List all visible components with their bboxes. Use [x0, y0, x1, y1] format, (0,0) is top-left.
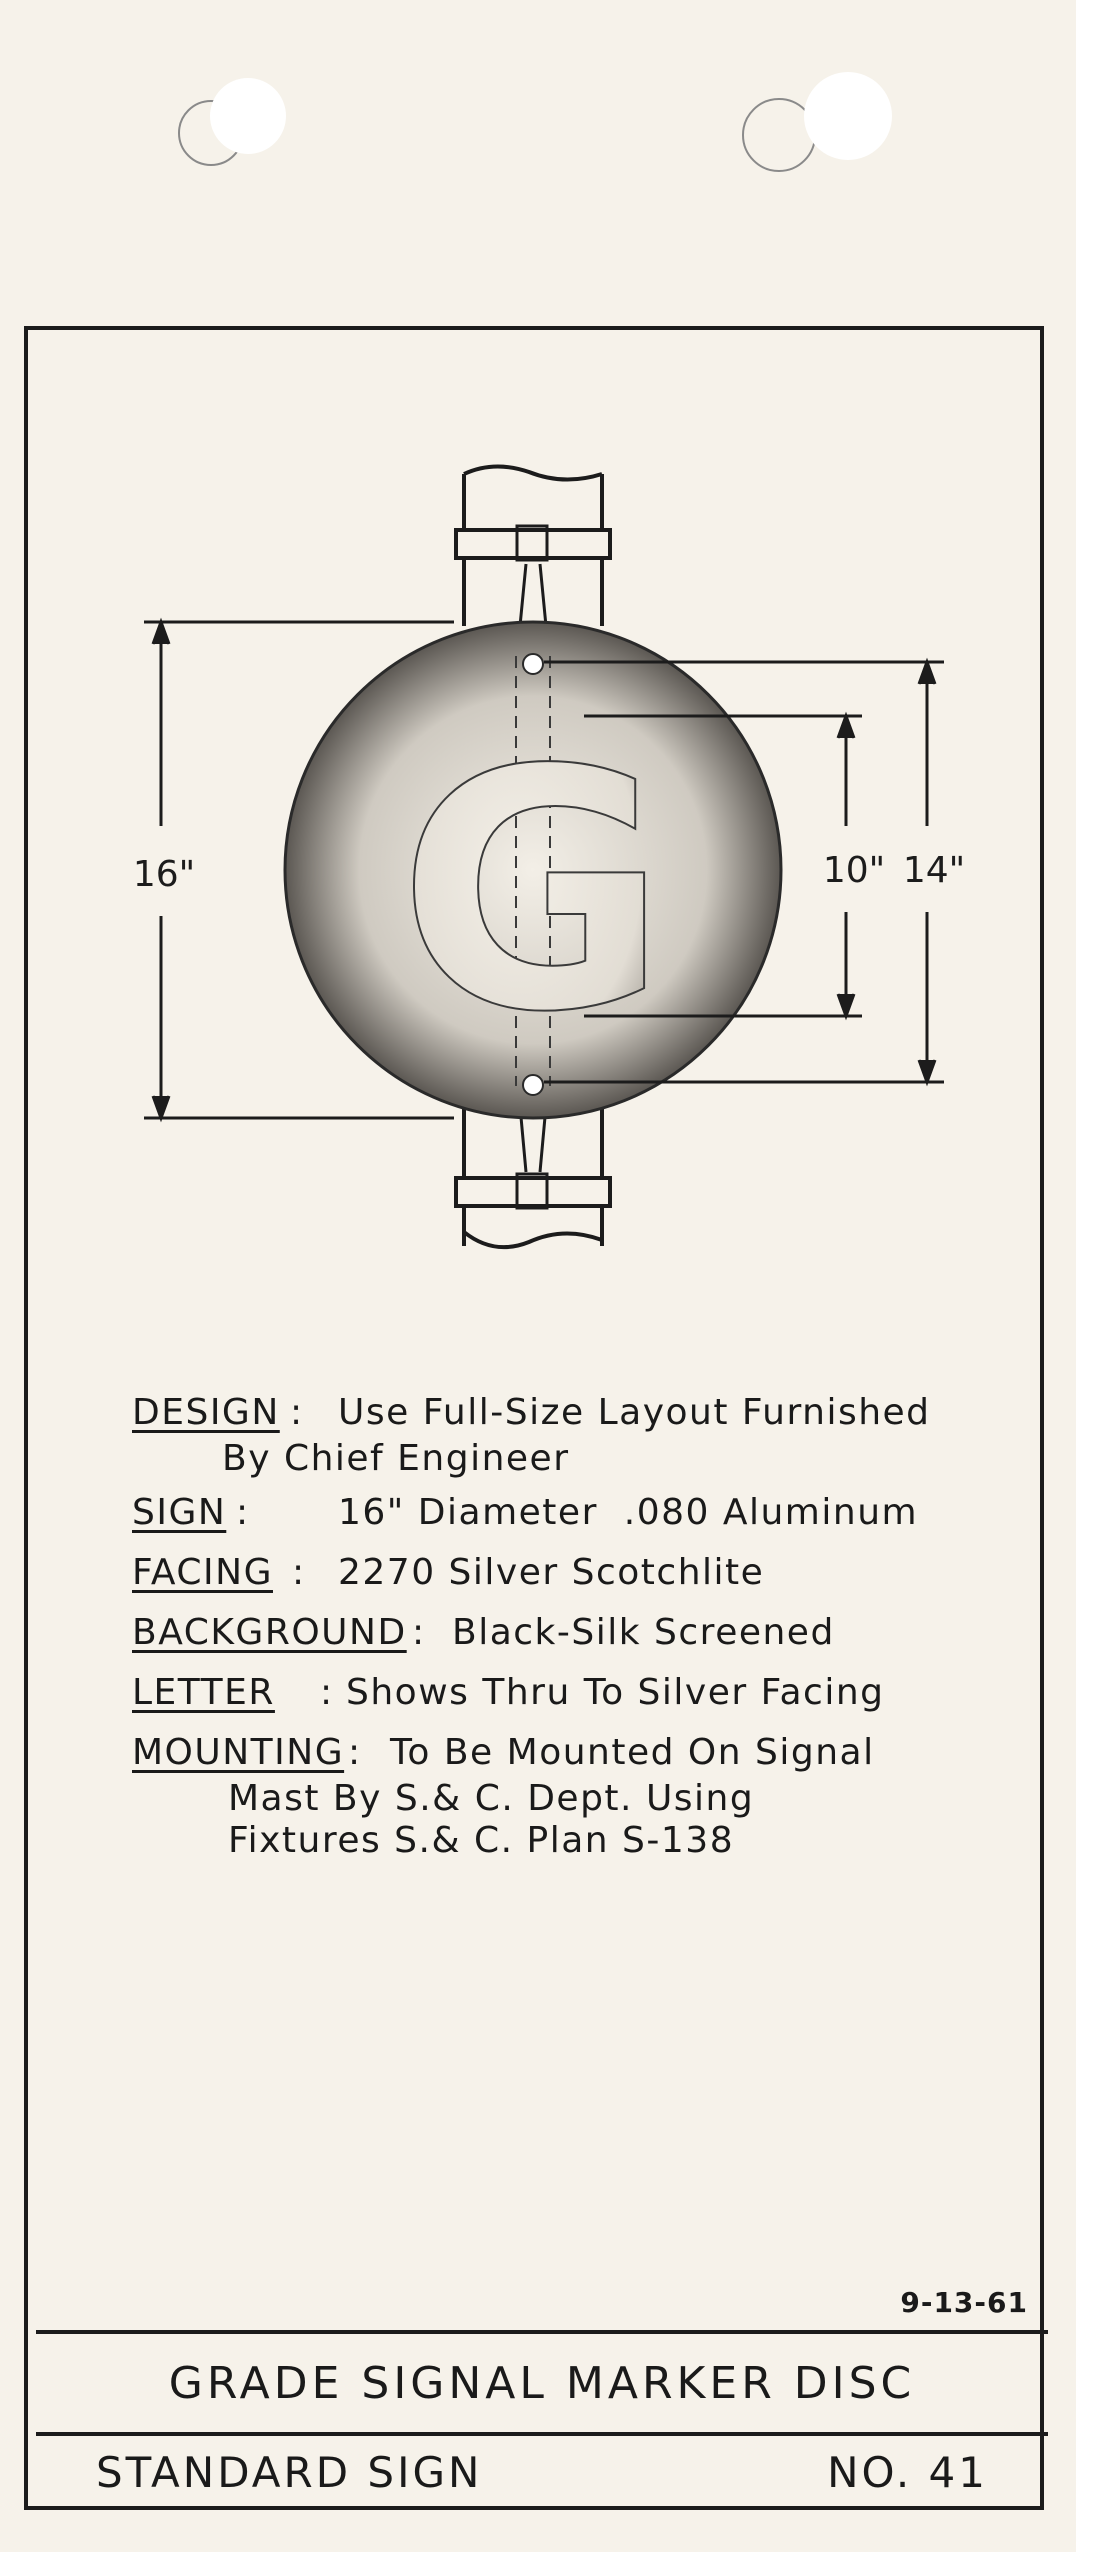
footer-block	[36, 2432, 1048, 2508]
spec-continuation: By Chief Engineer	[222, 1438, 570, 1479]
spec-mounting	[132, 1732, 1032, 1861]
page-edge	[1076, 0, 1108, 2552]
spec-colon: :	[292, 1552, 306, 1593]
spec-facing	[132, 1552, 1032, 1612]
mounting-clamp-upper	[456, 526, 610, 626]
spec-colon: :	[348, 1732, 362, 1773]
punch-hole-right	[804, 72, 892, 160]
spec-value: Black-Silk Screened	[452, 1612, 835, 1653]
spec-label: BACKGROUND	[132, 1612, 407, 1653]
spec-value: 2270 Silver Scotchlite	[338, 1552, 765, 1593]
mounting-clamp-lower	[456, 1106, 610, 1208]
specifications	[132, 1392, 1032, 1861]
punch-hole-left	[210, 78, 286, 154]
spec-value: 16" Diameter .080 Aluminum	[338, 1492, 919, 1533]
spec-value: Use Full-Size Layout Furnished	[338, 1392, 931, 1433]
spec-sign	[132, 1492, 1032, 1552]
spec-letter	[132, 1672, 1032, 1732]
spec-continuation: Mast By S.& C. Dept. Using	[228, 1778, 755, 1819]
spec-label: SIGN	[132, 1492, 227, 1533]
spec-colon: :	[290, 1392, 304, 1433]
sign-drawing	[24, 326, 1044, 1326]
sign-letter: G	[397, 700, 669, 1084]
spec-label: LETTER	[132, 1672, 275, 1713]
dimension-overall-label: 16"	[132, 854, 196, 895]
spec-label: DESIGN	[132, 1392, 280, 1433]
revision-date: 9-13-61	[900, 2286, 1028, 2319]
sign-number: NO. 41	[827, 2448, 988, 2497]
spec-colon: :	[320, 1672, 334, 1713]
bolt-hole-top	[523, 654, 543, 674]
spec-label: FACING	[132, 1552, 273, 1593]
spec-background	[132, 1612, 1032, 1672]
spec-continuation: Fixtures S.& C. Plan S-138	[228, 1820, 735, 1861]
spec-design	[132, 1392, 1032, 1492]
spec-colon: :	[236, 1492, 250, 1533]
title-block	[36, 2330, 1048, 2432]
dimension-holes-label: 14"	[902, 850, 966, 891]
dimension-letter-label: 10"	[822, 850, 886, 891]
spec-label: MOUNTING	[132, 1732, 345, 1773]
spec-colon: :	[412, 1612, 426, 1653]
standard-sign-label: STANDARD SIGN	[96, 2448, 483, 2497]
spec-value: To Be Mounted On Signal	[390, 1732, 875, 1773]
spec-value: Shows Thru To Silver Facing	[346, 1672, 885, 1713]
sign-title: GRADE SIGNAL MARKER DISC	[168, 2357, 916, 2409]
